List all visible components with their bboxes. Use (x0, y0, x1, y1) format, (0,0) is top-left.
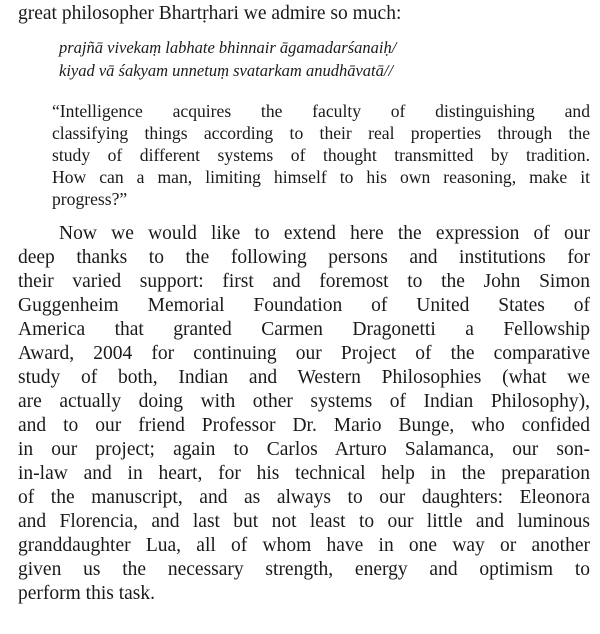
paragraph-line: in-law and in heart, for his technical help in the preparation (18, 463, 590, 484)
paragraph-line: their varied support: first and foremost to the John Simon (18, 271, 590, 292)
paragraph-line: given us the necessary strength, energy and optimism to (18, 559, 590, 580)
paragraph-line: deep thanks to the following persons and institutions for (18, 247, 590, 268)
paragraph-line: Award, 2004 for continuing our Project of the comparative (18, 343, 590, 364)
paragraph-line: Guggenheim Memorial Foundation of United States of (18, 295, 590, 316)
paragraph-line: Now we would like to extend here the expression of our (59, 223, 590, 244)
paragraph-line: and Florencia, and last but not least to our little and luminous (18, 511, 590, 532)
paragraph-line: in our project; again to Carlos Arturo Salamanca, our son- (18, 439, 590, 460)
paragraph-line: and to our friend Professor Dr. Mario Bunge, who confided (18, 415, 590, 436)
paragraph-line: granddaughter Lua, all of whom have in one way or another (18, 535, 590, 556)
intro-line: great philosopher Bhartṛhari we admire so much: (18, 3, 402, 24)
paragraph-line: are actually doing with other systems of Indian Philosophy), (18, 391, 590, 412)
paragraph-line: study of both, Indian and Western Philosophies (what we (18, 367, 590, 388)
paragraph-line: perform this task. (18, 583, 156, 604)
quote-line: How can a man, limiting himself to his own reasoning, make it (52, 167, 590, 187)
sanskrit-verse-line-1: prajñā vivekaṃ labhate bhinnair āgamadarśanaiḥ/ (59, 38, 397, 57)
quote-line: “Intelligence acquires the faculty of distinguishing and (52, 101, 590, 121)
quote-line: progress?” (52, 189, 128, 209)
sanskrit-verse-line-2: kiyad vā śakyam unnetuṃ svatarkam anudhāvatā// (59, 61, 394, 80)
quote-line: classifying things according to their real properties through the (52, 123, 590, 143)
paragraph-line: America that granted Carmen Dragonetti a Fellowship (18, 319, 590, 340)
paragraph-line: of the manuscript, and as always to our daughters: Eleonora (18, 487, 590, 508)
quote-line: study of different systems of thought transmitted by tradition. (52, 145, 590, 165)
